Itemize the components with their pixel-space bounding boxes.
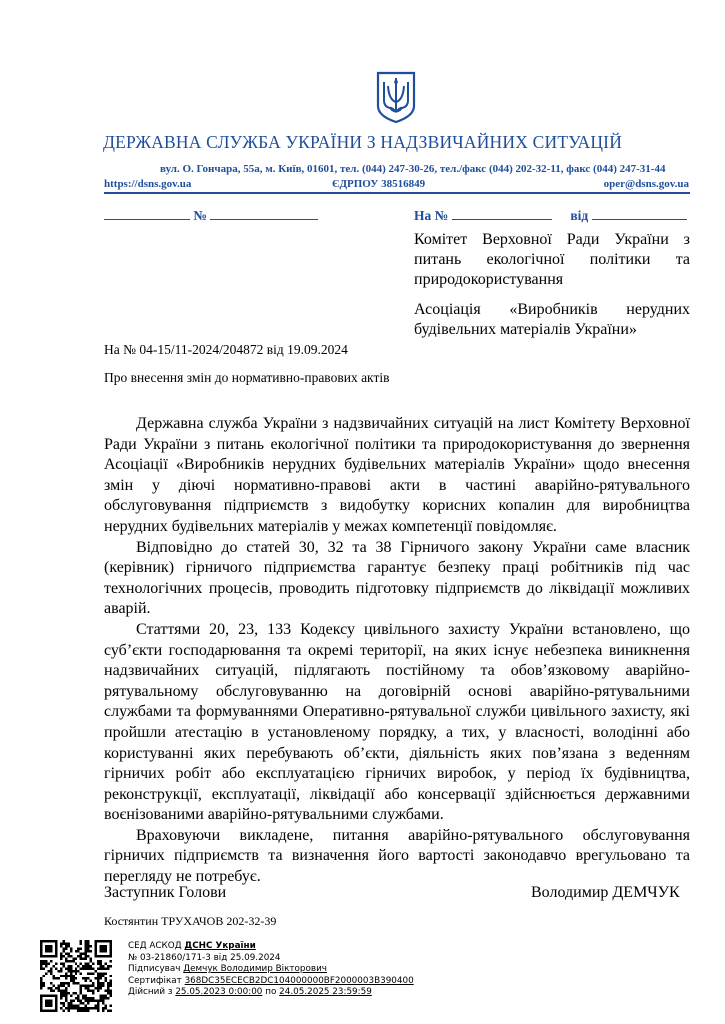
valid-to: 24.05.2025 23:59:59 (279, 987, 372, 998)
agency-address: вул. О. Гончара, 55а, м. Київ, 01601, тел. (044) 247-30-26, тел./факс (044) 202-32-11, факс (044) 247-31-44 (160, 163, 666, 175)
letter-body (104, 414, 690, 888)
addressee-committee: Комітет Верховної Ради України з питань екологічної політики та природокористування (414, 231, 690, 288)
body-paragraph: Статтями 20, 23, 133 Кодексу цивільного захисту України встановлено, що суб’єкти господарювання та окремі території, на яких існує небезпека виникнення надзвичайних ситуацій, підлягають постійному та обов’язковому аварійно-рятувальному обслуговуванню на договірній основі аварійно-рятувальними службами та формуваннями Оперативно-рятувальної служби цивільного захисту, які пройшли атестацію в установленому порядку, а тих, у власності, володінні або користуванні яких перебувають об’єкти, діяльність яких пов’язана з веденням гірничих робіт або експлуатацією гірничих виробок, у період їх будівництва, реконструкції, експлуатації, ліквідації або консервації здійснюється державними воєнізованими аварійно-рятувальними службами. (104, 620, 690, 824)
to-number-label: На № (414, 208, 449, 223)
addressee-association: Асоціація «Виробників нерудних будівельних матеріалів України» (414, 301, 690, 338)
e-signature-block (128, 941, 414, 999)
letter-subject: Про внесення змін до нормативно-правових актів (104, 370, 390, 385)
response-reference: На № 04-15/11-2024/204872 від 19.09.2024 (104, 342, 348, 357)
certificate-line: Сертифікат 368DC35ECECB2DC104000000BF2000003B390400 (128, 975, 414, 986)
sed-line: СЕД АСКОД ДСНС України (128, 941, 256, 951)
website-link[interactable]: https://dsns.gov.ua (104, 178, 192, 190)
outgoing-date-blank (104, 208, 190, 220)
header-divider (104, 192, 690, 194)
signer-name: Володимир ДЕМЧУК (531, 884, 680, 901)
email-link[interactable]: oper@dsns.gov.ua (603, 178, 689, 190)
executor-contact: Костянтин ТРУХАЧОВ 202-32-39 (104, 914, 277, 928)
from-label: від (570, 208, 589, 223)
edrpou-code: ЄДРПОУ 38516849 (332, 178, 426, 190)
incoming-date-blank (592, 208, 687, 220)
validity-line: Дійсний з 25.05.2023 0:00:00 по 24.05.2025 23:59:59 (128, 987, 372, 998)
registration-number: № 03-21860/171-3 від 25.09.2024 (128, 952, 281, 963)
outgoing-number-blank (210, 208, 318, 220)
valid-from: 25.05.2023 0:00:00 (175, 987, 263, 998)
signer-full-name: Демчук Володимир Вікторович (183, 964, 327, 975)
outgoing-ref (104, 208, 318, 224)
signer-line: Підписувач Демчук Володимир Вікторович (128, 964, 327, 975)
tryzub-emblem-icon (375, 70, 417, 124)
incoming-ref (414, 208, 690, 224)
certificate-id: 368DC35ECECB2DC104000000BF2000003B390400 (184, 975, 414, 986)
body-paragraph: Враховуючи викладене, питання аварійно-рятувального обслуговування гірничих підприємств та визначення його вартості законодавчо врегульовано та перегляду не потребує. (104, 826, 690, 886)
body-paragraph: Відповідно до статей 30, 32 та 38 Гірничого закону України саме власник (керівник) гірничого підприємства гарантує безпеку праці робітників під час технологічних процесів, проводить підготовку підприємств до ліквідації можливих аварій. (104, 538, 690, 618)
body-paragraph: Державна служба України з надзвичайних ситуацій на лист Комітету Верховної Ради України з питань екологічної політики та природокористування до звернення Асоціації «Виробників нерудних будівельних матеріалів України» щодо внесення змін у діючі нормативно-правові акти в частині аварійно-рятувального обслуговування підприємств з видобутку корисних копалин для виробництва нерудних будівельних матеріалів у межах компетенції повідомляє. (104, 415, 690, 535)
agency-name: ДЕРЖАВНА СЛУЖБА УКРАЇНИ З НАДЗВИЧАЙНИХ СИТУАЦІЙ (102, 132, 623, 152)
qr-code-icon (40, 940, 112, 1012)
sed-org: ДСНС України (184, 941, 256, 951)
number-sign: № (193, 208, 207, 223)
incoming-number-blank (452, 208, 552, 220)
signer-title: Заступник Голови (104, 884, 227, 901)
